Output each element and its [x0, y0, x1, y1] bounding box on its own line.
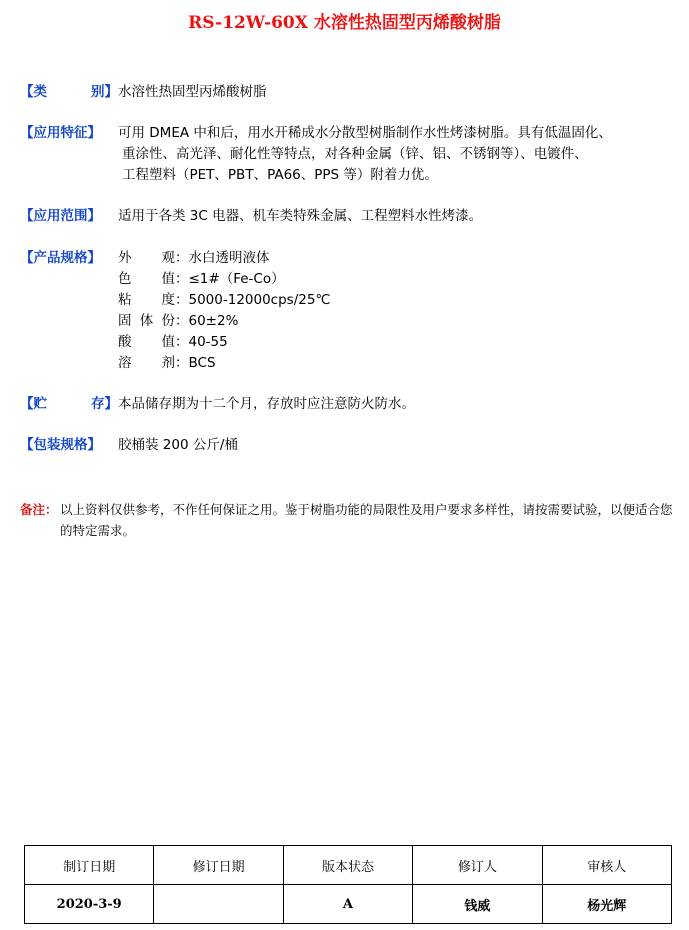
specs-label: 【产品规格】 — [20, 250, 101, 266]
header-cell: 修订日期 — [154, 846, 283, 885]
spec-value: ≤1#（Fe-Co） — [188, 271, 285, 287]
spec-item: 色 值 ： ≤1#（Fe-Co） — [118, 269, 680, 290]
table-cell: 钱威 — [413, 885, 542, 924]
revision-table — [24, 845, 672, 924]
section-storage — [20, 394, 680, 415]
features-line: 工程塑料（PET、PBT、PA66、PPS 等）附着力优。 — [122, 167, 438, 183]
category-label: 【 类 别 】 — [20, 84, 118, 100]
scope-label: 【应用范围】 — [20, 208, 101, 224]
features-text — [118, 123, 680, 186]
note — [20, 499, 680, 541]
spec-value: 水白透明液体 — [188, 250, 270, 266]
section-packaging — [20, 435, 680, 456]
spec-item: 固 体 份 ： 60±2% — [118, 311, 680, 332]
features-line: 可用 DMEA 中和后，用水开稀成水分散型树脂制作水性烤漆树脂。具有低温固化、 — [118, 125, 612, 141]
note-text: 以上资料仅供参考，不作任何保证之用。鉴于树脂功能的局限性及用户要求多样性，请按需要试验，以便适合您的特定需求。 — [60, 502, 673, 538]
packaging-text: 胶桶装 200 公斤/桶 — [118, 437, 238, 453]
category-text: 水溶性热固型丙烯酸树脂 — [118, 84, 267, 100]
spec-item: 外 观 ： 水白透明液体 — [118, 248, 680, 269]
header-cell: 审核人 — [542, 846, 671, 885]
table-row — [25, 885, 672, 924]
features-label: 【应用特征】 — [20, 125, 101, 141]
header-cell: 版本状态 — [283, 846, 412, 885]
table-cell: 杨光辉 — [542, 885, 671, 924]
revision-table-header — [25, 846, 672, 885]
spec-value: BCS — [188, 355, 216, 371]
spec-value: 60±2% — [188, 313, 239, 329]
document-title: RS-12W-60X 水溶性热固型丙烯酸树脂 — [188, 13, 501, 33]
storage-text: 本品储存期为十二个月，存放时应注意防火防水。 — [118, 396, 415, 412]
table-cell — [154, 885, 283, 924]
spec-item: 溶 剂 ： BCS — [118, 353, 680, 374]
packaging-label: 【包装规格】 — [20, 437, 101, 453]
table-cell: 2020-3-9 — [25, 885, 154, 924]
section-features — [20, 123, 680, 186]
section-specs — [20, 248, 680, 374]
header-cell: 修订人 — [413, 846, 542, 885]
note-label: 备注： — [20, 502, 58, 517]
spec-item: 粘 度 ： 5000-12000cps/25℃ — [118, 290, 680, 311]
header-cell: 制订日期 — [25, 846, 154, 885]
scope-text: 适用于各类 3C 电器、机车类特殊金属、工程塑料水性烤漆。 — [118, 208, 483, 224]
spec-value: 40-55 — [188, 334, 228, 350]
table-cell: A — [283, 885, 412, 924]
specs-list — [118, 248, 680, 374]
section-scope — [20, 206, 680, 227]
storage-label: 【 贮 存 】 — [20, 396, 118, 412]
section-category — [20, 82, 680, 103]
spec-value: 5000-12000cps/25℃ — [188, 292, 331, 308]
features-line: 重涂性、高光泽、耐化性等特点，对各种金属（锌、铝、不锈钢等）、电镀件、 — [122, 146, 588, 162]
spec-item: 酸 值 ： 40-55 — [118, 332, 680, 353]
